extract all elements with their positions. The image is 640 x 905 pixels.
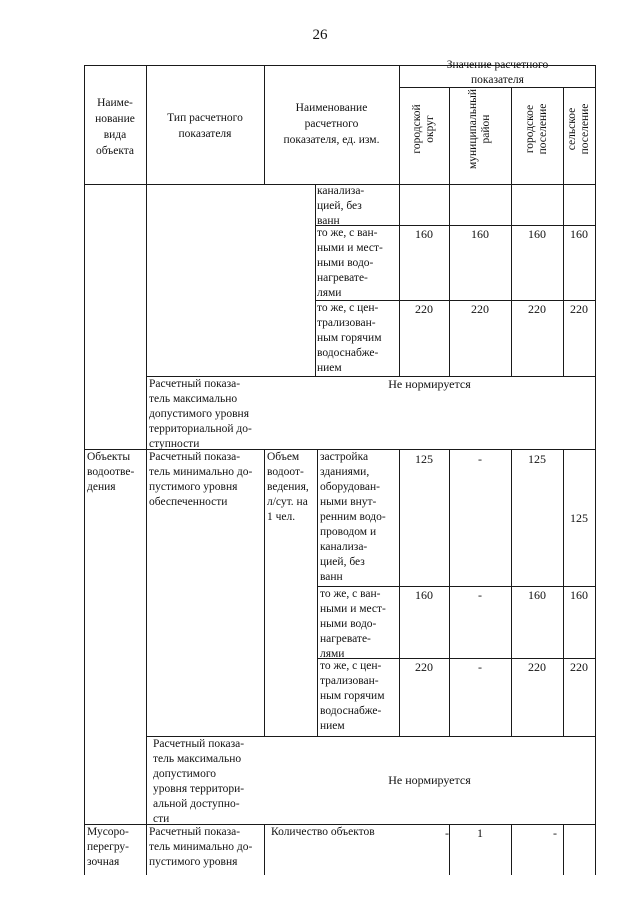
b1-row3-value-municipal: 220 [471, 302, 489, 316]
b2-row1-desc: застройка зданиями, оборудован- ными внут- ренним водо- проводом и канализа- цией, без ванн [320, 451, 386, 583]
b2-row1-value-city: 125 [415, 452, 433, 466]
b1-row2-value-city: 160 [415, 227, 433, 241]
b2-object-name: Объекты водоотве- дения [87, 451, 135, 493]
b2-row3-value-municipal: - [478, 660, 482, 674]
b1-row3-value-rural: 220 [570, 302, 588, 316]
b3-value-city: - [445, 826, 449, 840]
b3-indicator-name: Количество объектов [271, 826, 375, 838]
header-col-urban-settlement: городское поселение [524, 103, 549, 155]
b1-row3-value-city: 220 [415, 302, 433, 316]
b3-object-name: Мусоро- перегру- зочная [87, 826, 130, 868]
b3-value-urban: - [553, 826, 557, 840]
b2-row1-value-municipal: - [478, 452, 482, 466]
b1-access-value: Не нормируется [388, 377, 471, 391]
b3-indicator-type: Расчетный показа- тель минимально до- пустимого уровня [149, 826, 253, 868]
b2-unit: Объем водоот- ведения, л/сут. на 1 чел. [267, 451, 309, 523]
b2-row2-value-municipal: - [478, 588, 482, 602]
b2-row3-value-urban: 220 [528, 660, 546, 674]
b1-row2-desc: то же, с ван- ными и мест- ными водо- нагревате- лями [317, 227, 383, 299]
b1-row2-value-urban: 160 [528, 227, 546, 241]
b1-row2-value-rural: 160 [570, 227, 588, 241]
b1-row3-value-urban: 220 [528, 302, 546, 316]
header-indicator-type: Тип расчетного показателя [167, 112, 243, 140]
b2-row3-desc: то же, с цен- трализован- ным горячим водоснабже- нием [320, 660, 385, 732]
b1-row1-desc: канализа- цией, без ванн [317, 185, 365, 227]
page-number: 26 [312, 27, 328, 43]
b2-row1-value-rural: 125 [570, 511, 588, 525]
b2-row3-value-rural: 220 [570, 660, 588, 674]
b1-access-type: Расчетный показа- тель максимально допустимого уровня территориальной до- ступности [149, 378, 252, 450]
b2-row2-desc: то же, с ван- ными и мест- ными водо- нагревате- лями [320, 588, 386, 660]
b2-row2-value-urban: 160 [528, 588, 546, 602]
b2-access-value: Не нормируется [388, 773, 471, 787]
header-object-name: Наиме- нование вида объекта [95, 97, 135, 157]
header-indicator-name: Наименование расчетного показателя, ед. изм. [283, 102, 380, 146]
header-col-rural-settlement: сельское поселение [566, 103, 591, 155]
b2-row1-value-urban: 125 [528, 452, 546, 466]
b2-row2-value-rural: 160 [570, 588, 588, 602]
b3-value-municipal: 1 [477, 826, 483, 840]
header-value-group: Значение расчетного показателя [446, 59, 549, 86]
b2-row2-value-city: 160 [415, 588, 433, 602]
b2-access-type: Расчетный показа- тель максимально допустимого уровня территори- альной доступно- сти [153, 738, 245, 825]
b2-row3-value-city: 220 [415, 660, 433, 674]
header-col-city-district: городской округ [411, 104, 436, 154]
b1-row2-value-municipal: 160 [471, 227, 489, 241]
b2-indicator-type: Расчетный показа- тель минимально до- пустимого уровня обеспеченности [149, 451, 253, 508]
b1-row3-desc: то же, с цен- трализован- ным горячим водоснабже- нием [317, 302, 382, 374]
header-col-municipal-district: муниципальный район [467, 88, 492, 170]
